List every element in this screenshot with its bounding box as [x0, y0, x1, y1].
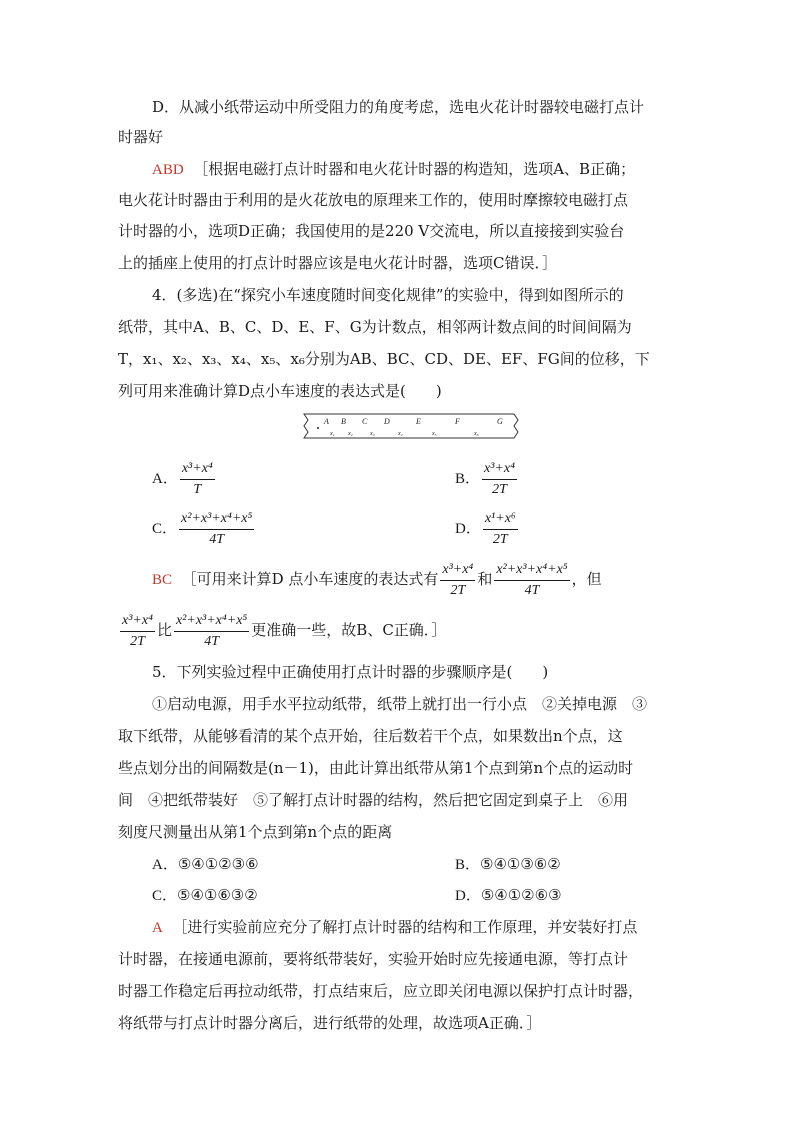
q5-explanation-line3: 时器工作稳定后再拉动纸带，打点结束后，应立即关闭电源以保护打点计时器， [118, 982, 644, 1000]
tape-segment-x5: x₅ [432, 431, 437, 437]
q4-expl-f1-den: 2T [450, 582, 466, 598]
q3-option-d-line1: D．从减小纸带运动中所受阻力的角度考虑，选电火花计时器较电磁打点计 [152, 98, 645, 116]
tape-point-g: G [497, 417, 503, 426]
q5-option-b [455, 853, 561, 876]
q4-option-c-fraction [179, 510, 254, 549]
q4-option-c-numerator: x²+x³+x⁴+x⁵ [179, 510, 254, 530]
q5-option-d [455, 884, 562, 907]
q5-option-b-text: ⑤④①③⑥② [480, 855, 561, 873]
q5-explanation-line4: 将纸带与打点计时器分离后，进行纸带的处理，故选项A正确．］ [118, 1014, 542, 1032]
q4-option-a-denominator: T [193, 481, 202, 497]
q4-option-c [152, 508, 256, 549]
tape-point-b: B [341, 417, 346, 426]
q3-answer: ABD [152, 162, 184, 178]
q4-expl-fraction-3 [120, 612, 155, 651]
paper-tape-figure [300, 410, 522, 442]
q4-option-b-label: B． [455, 471, 481, 487]
q3-explanation-line3: 计时器的小，选项D正确；我国使用的是220 V交流电，所以直接接到实验台 [118, 222, 625, 240]
q5-steps-line5: 刻度尺测量出从第1个点到第n个点的距离 [118, 823, 393, 841]
q5-option-a [152, 853, 259, 876]
q4-option-b-denominator: 2T [492, 481, 507, 497]
q4-option-a-label: A． [152, 471, 178, 487]
q4-explanation-line2 [118, 610, 446, 651]
q4-expl-f4-den: 4T [204, 633, 220, 649]
q4-stem-line2: 纸带，其中A、B、C、D、E、F、G为计数点，相邻两计数点间的时间间隔为 [118, 318, 632, 336]
q4-option-a [152, 458, 217, 499]
q4-stem-line1: 4．(多选)在“探究小车速度随时间变化规律”的实验中，得到如图所示的 [152, 286, 624, 304]
q4-option-d-fraction [483, 510, 518, 549]
q5-option-d-text: ⑤④①②⑥③ [480, 886, 562, 904]
q4-option-d-label: D． [455, 521, 481, 537]
tape-point-a: A [324, 417, 329, 426]
q3-explanation-line1 [152, 158, 635, 181]
tape-point-e: E [416, 417, 421, 426]
q5-explanation-line2: 计时器，在接通电源前，要将纸带装好，实验开始时应先接通电源，等打点计 [118, 950, 629, 968]
q5-explanation-text: ［进行实验前应充分了解打点计时器的结构和工作原理，并安装好打点 [172, 918, 638, 936]
q4-option-d-denominator: 2T [492, 531, 508, 547]
q4-expl-f3-num: x³+x⁴ [120, 612, 155, 632]
q4-option-c-denominator: 4T [209, 531, 225, 547]
q4-option-b [455, 458, 519, 499]
q3-explanation-text: ［根据电磁打点计时器和电火花计时器的构造知，选项A、B正确； [193, 160, 636, 178]
q5-option-c [152, 884, 258, 907]
q4-expl-end: 更准确一些，故B、C正确．］ [251, 621, 447, 639]
q4-stem-line4: 列可用来准确计算D点小车速度的表达式是( ) [118, 382, 442, 400]
q5-option-a-text: ⑤④①②③⑥ [177, 855, 259, 873]
tape-point-f: F [455, 417, 460, 426]
q4-option-d-numerator: x¹+x⁶ [483, 510, 518, 530]
q5-option-c-label: C． [152, 888, 178, 904]
q4-expl-fraction-2 [494, 561, 569, 600]
q4-stem-line3: T，x₁、x₂、x₃、x₄、x₅、x₆分别为AB、BC、CD、DE、EF、FG间的位移，下 [118, 350, 650, 368]
q3-option-d-line2: 时器好 [118, 128, 164, 146]
q4-expl-than: 比 [156, 621, 172, 639]
q4-expl-fraction-1 [440, 561, 475, 600]
q4-option-d [455, 508, 520, 549]
q5-option-d-label: D． [455, 888, 481, 904]
q4-explanation-text: ［可用来计算D 点小车速度的表达式有 [181, 570, 439, 588]
q5-stem: 5．下列实验过程中正确使用打点计时器的步骤顺序是( ) [152, 663, 549, 681]
tape-segment-x6: x₆ [474, 431, 479, 437]
q4-expl-f3-den: 2T [130, 633, 145, 649]
q4-expl-f2-den: 4T [524, 582, 540, 598]
q5-option-c-text: ⑤④①⑥③② [177, 886, 258, 904]
q4-expl-and: 和 [477, 570, 493, 588]
q5-steps-line2: 取下纸带，从能够看清的某个点开始，往后数若干个点，如果数出n个点，这 [118, 727, 623, 745]
q4-option-a-numerator: x³+x⁴ [180, 460, 215, 480]
q4-expl-fraction-4 [174, 612, 249, 651]
tape-point-c: C [362, 417, 368, 426]
q5-option-a-label: A． [152, 857, 178, 873]
tape-segment-x4: x₄ [398, 431, 403, 437]
q4-option-c-label: C． [152, 521, 178, 537]
q5-option-b-label: B． [455, 857, 481, 873]
q5-steps-line4: 间 ④把纸带装好 ⑤了解打点计时器的结构，然后把它固定到桌子上 ⑥用 [118, 791, 629, 809]
q5-explanation-line1 [152, 916, 637, 939]
q3-explanation-line2: 电火花计时器由于利用的是火花放电的原理来工作的，使用时摩擦较电磁打点 [118, 191, 629, 209]
q4-option-a-fraction [180, 460, 215, 499]
tape-segment-x1: x₁ [330, 431, 335, 437]
q4-expl-f2-num: x²+x³+x⁴+x⁵ [494, 561, 569, 581]
q4-option-b-numerator: x³+x⁴ [482, 460, 517, 480]
tape-dot-a [317, 427, 319, 429]
q4-option-b-fraction [482, 460, 517, 499]
q5-steps-line1: ①启动电源，用手水平拉动纸带，纸带上就打出一行小点 ②关掉电源 ③ [152, 695, 648, 713]
q4-expl-f4-num: x²+x³+x⁴+x⁵ [174, 612, 249, 632]
q5-steps-line3: 些点划分出的间隔数是(n－1)，由此计算出纸带从第1个点到第n个点的运动时 [118, 759, 634, 777]
q4-explanation-line1 [152, 559, 602, 600]
tape-point-d: D [384, 417, 390, 426]
tape-segment-x3: x₃ [370, 431, 375, 437]
q3-explanation-line4: 上的插座上使用的打点计时器应该是电火花计时器，选项C错误．］ [118, 254, 557, 272]
tape-segment-x2: x₂ [348, 431, 353, 437]
q5-answer: A [152, 920, 163, 936]
q4-expl-f1-num: x³+x⁴ [440, 561, 475, 581]
q4-answer: BC [152, 572, 173, 588]
q4-expl-but: ，但 [571, 570, 602, 588]
